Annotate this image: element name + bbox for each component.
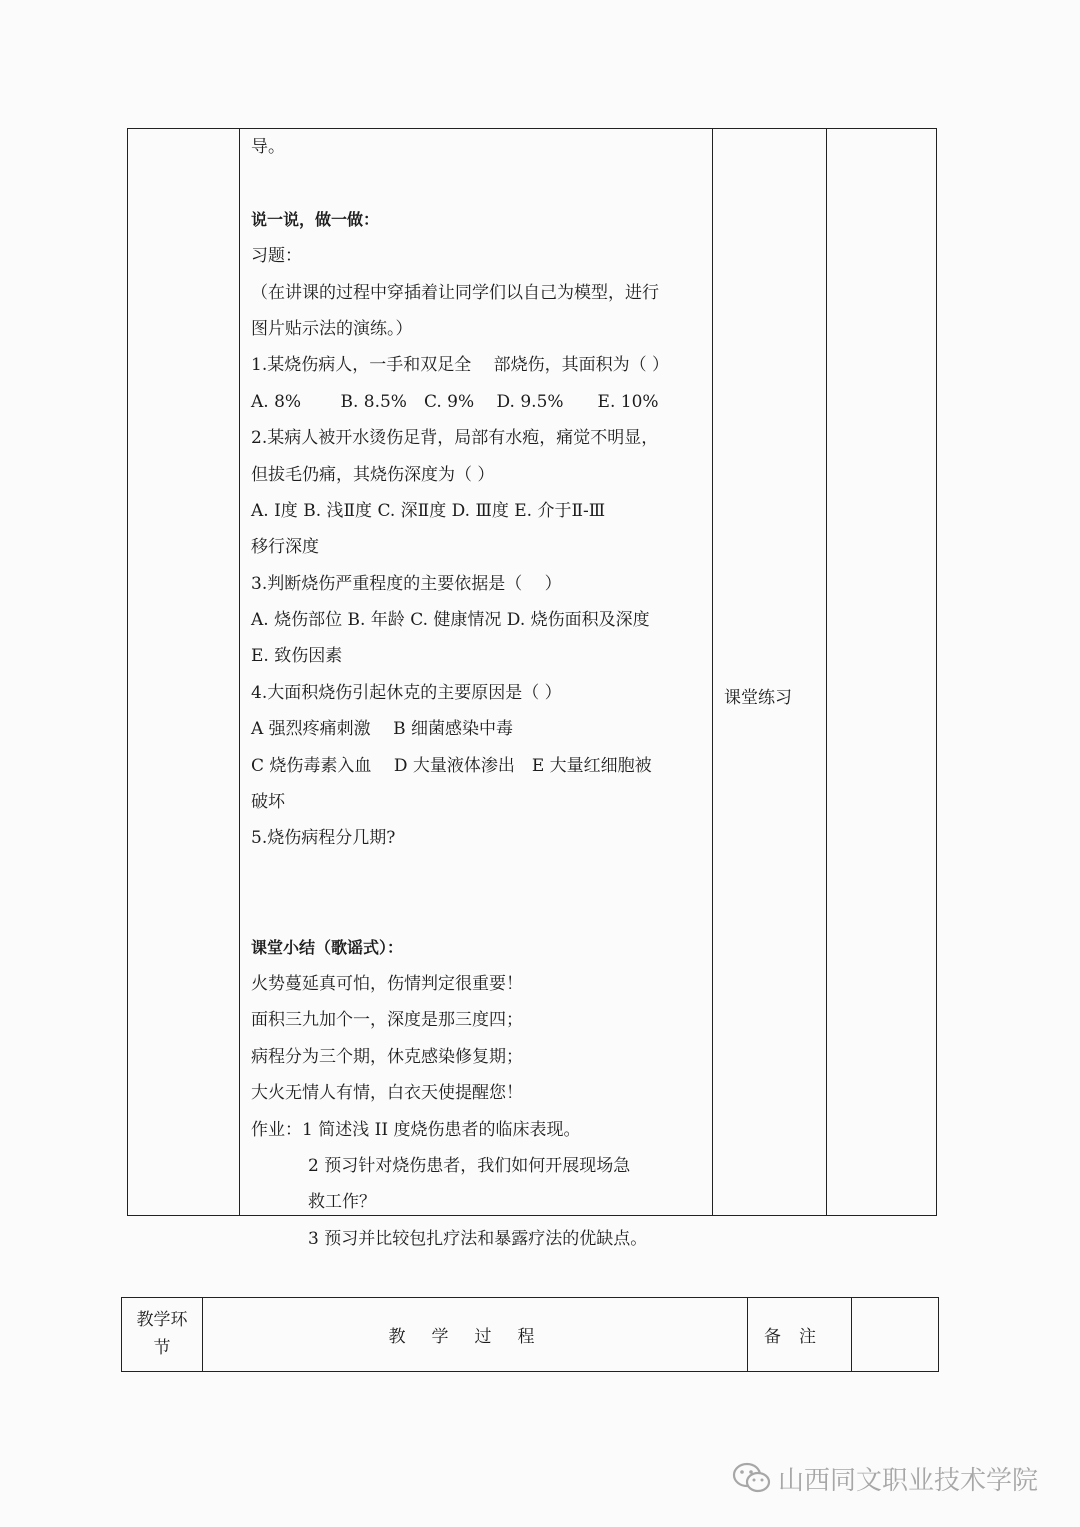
option-line: 破坏 (251, 792, 285, 813)
teaching-content (251, 129, 711, 1257)
homework-line: 作业：1 简述浅 II 度烧伤患者的临床表现。 (251, 1119, 581, 1140)
content-line (251, 857, 711, 893)
option-line: A. 8% B. 8.5% C. 9% D. 9.5% E. 10% (251, 391, 659, 412)
option-line: 移行深度 (251, 537, 319, 558)
section-label (122, 1298, 202, 1370)
homework-line: 救工作？ (308, 1192, 376, 1213)
section-heading: 课堂小结（歌谣式）： (251, 937, 404, 957)
summary-line: 面积三九加个一，深度是那三度四； (251, 1010, 523, 1031)
option-line: A. Ⅰ度 B. 浅Ⅱ度 C. 深Ⅱ度 D. Ⅲ度 E. 介于Ⅱ-Ⅲ (251, 500, 606, 521)
watermark (732, 1458, 1038, 1498)
question-line: 2.某病人被开水烫伤足背，局部有水疱，痛觉不明显， (251, 428, 659, 449)
summary-line: 火势蔓延真可怕，伤情判定很重要！ (251, 973, 523, 994)
header-table (121, 1297, 939, 1372)
summary-line: 病程分为三个期，休克感染修复期； (251, 1046, 523, 1067)
content-line: 导。 (251, 137, 285, 157)
side-note: 课堂练习 (724, 688, 792, 708)
option-line: E. 致伤因素 (251, 646, 343, 667)
content-line: 图片贴示法的演练。） (251, 318, 413, 339)
column-divider (851, 1298, 852, 1371)
option-line: C 烧伤毒素入血 D 大量液体渗出 E 大量红细胞被 (251, 755, 652, 776)
homework-line: 3 预习并比较包扎疗法和暴露疗法的优缺点。 (308, 1228, 648, 1249)
question-line: 1.某烧伤病人，一手和双足全 部烧伤，其面积为（ ） (251, 355, 670, 376)
summary-line: 大火无情人有情，白衣天使提醒您！ (251, 1083, 523, 1104)
column-divider (239, 129, 240, 1215)
column-divider (826, 129, 827, 1215)
question-line: 但拔毛仍痛，其烧伤深度为（ ） (251, 464, 495, 485)
question-line: 4.大面积烧伤引起休克的主要原因是（ ） (251, 682, 562, 703)
content-line: 习题： (251, 246, 302, 267)
column-divider (712, 129, 713, 1215)
content-line (251, 165, 711, 201)
homework-line: 2 预习针对烧伤患者，我们如何开展现场急 (308, 1155, 631, 1176)
question-line: 3.判断烧伤严重程度的主要依据是（ ） (251, 573, 562, 594)
content-line (251, 893, 711, 929)
question-line: 5.烧伤病程分几期? (251, 828, 396, 849)
section-label-text: 教学环节 (136, 1310, 188, 1358)
watermark-text: 山西同文职业技术学院 (778, 1465, 1039, 1496)
option-line: A. 烧伤部位 B. 年龄 C. 健康情况 D. 烧伤面积及深度 (251, 610, 650, 631)
content-line: （在讲课的过程中穿插着让同学们以自己为模型，进行 (251, 282, 659, 303)
lesson-table (127, 128, 937, 1249)
remarks-label: 备注 (764, 1326, 834, 1347)
option-line: A 强烈疼痛刺激 B 细菌感染中毒 (251, 719, 513, 740)
wechat-icon (732, 1461, 772, 1495)
process-label: 教学过程 (388, 1326, 561, 1347)
section-heading: 说一说，做一做： (251, 209, 380, 229)
